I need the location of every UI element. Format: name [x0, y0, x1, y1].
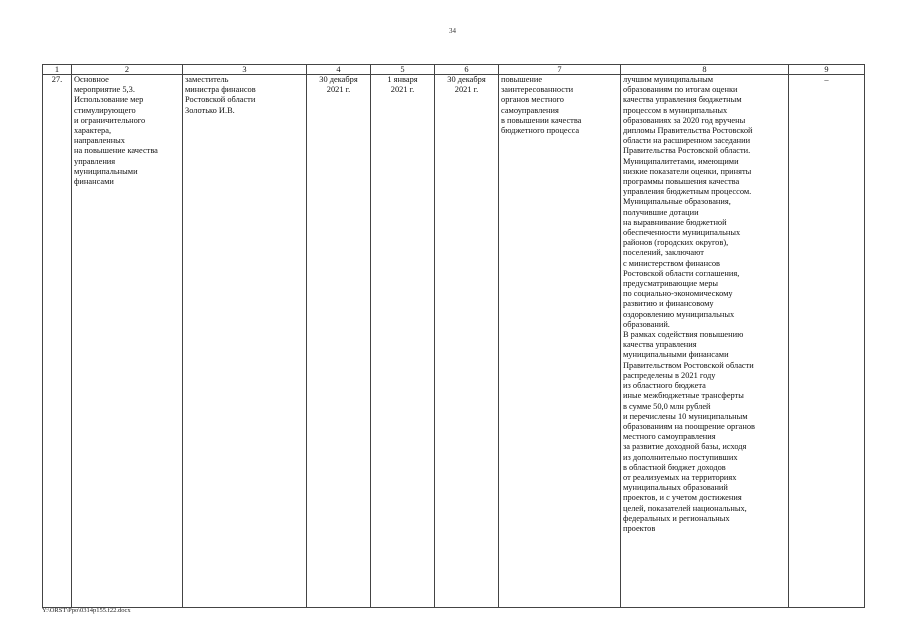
details-line: качества управления бюджетным: [623, 95, 742, 105]
details-line: от реализуемых на территориях: [623, 472, 737, 482]
actual-start-line: 1 января: [387, 75, 418, 84]
details-line: образованиям на поощрение органов: [623, 421, 756, 431]
actual-start-line: 2021 г.: [390, 85, 415, 95]
col-header-9: 9: [789, 65, 865, 75]
details-line: образованиям по итогам оценки: [623, 85, 738, 95]
measure-line: характера,: [74, 126, 112, 136]
result-cell: [499, 75, 621, 608]
details-line: и перечислены 10 муниципальным: [623, 411, 748, 421]
details-line: за развитие доходной базы, исходя: [623, 442, 747, 452]
details-line: дипломы Правительства Ростовской: [623, 126, 753, 136]
measure-line: Использование мер: [74, 95, 144, 105]
measure-cell: [72, 75, 183, 608]
measure-line: направленных: [74, 136, 125, 146]
header-row: [43, 65, 865, 75]
details-line: управления бюджетным процессом.: [623, 187, 752, 197]
plan-end-line: 2021 г.: [454, 85, 479, 95]
report-table: [42, 64, 865, 608]
col-header-5: 5: [371, 65, 435, 75]
result-line: органов местного: [501, 95, 564, 105]
details-line: в сумме 50,0 млн рублей: [623, 401, 711, 411]
measure-line: управления: [74, 156, 116, 166]
actual-start-cell: [371, 75, 435, 608]
details-line: муниципальных образований: [623, 483, 728, 493]
details-line: образований.: [623, 319, 670, 329]
details-line: предусматривающие меры: [623, 279, 719, 289]
page-number: 34: [449, 27, 456, 35]
plan-end-line: 30 декабря: [447, 75, 486, 84]
measure-line: финансами: [74, 177, 114, 187]
col-header-6: 6: [435, 65, 499, 75]
details-line: качества управления: [623, 340, 697, 350]
result-line: самоуправления: [501, 105, 559, 115]
details-line: Правительством Ростовской области: [623, 360, 754, 370]
col-header-7: 7: [499, 65, 621, 75]
details-line: проектов: [623, 523, 656, 533]
note-cell: –: [789, 75, 865, 608]
executor-line: заместитель: [185, 75, 229, 84]
details-line: лучшим муниципальным: [623, 75, 713, 84]
executor-line: министра финансов: [185, 85, 256, 95]
details-cell: [621, 75, 789, 608]
details-line: из дополнительно поступивших: [623, 452, 738, 462]
result-line: бюджетного процесса: [501, 126, 580, 136]
details-line: Муниципалитетами, имеющими: [623, 156, 739, 166]
col-header-3: 3: [183, 65, 307, 75]
details-line: в областной бюджет доходов: [623, 462, 726, 472]
details-line: поселений, заключают: [623, 248, 704, 258]
executor-line: Ростовской области: [185, 95, 256, 105]
details-line: развитию и финансовому: [623, 299, 714, 309]
row-number-cell: 27.: [43, 75, 72, 608]
details-line: федеральных и региональных: [623, 513, 730, 523]
details-line: обеспеченности муниципальных: [623, 228, 741, 238]
details-line: на выравнивание бюджетной: [623, 217, 727, 227]
measure-line: муниципальными: [74, 166, 138, 176]
details-line: с министерством финансов: [623, 258, 720, 268]
details-line: процессом в муниципальных: [623, 105, 728, 115]
details-line: районов (городских округов),: [623, 238, 729, 248]
plan-start-line: 30 декабря: [319, 75, 358, 84]
measure-line: Основное: [74, 75, 109, 84]
executor-cell: [183, 75, 307, 608]
file-path-footer: Y:\ORST\Ppo\0314p155.f22.docx: [42, 607, 131, 614]
details-line: целей, показателей национальных,: [623, 503, 747, 513]
details-line: области на расширенном заседании: [623, 136, 751, 146]
details-line: муниципальными финансами: [623, 350, 729, 360]
result-line: повышение: [501, 75, 543, 84]
details-line: низкие показатели оценки, приняты: [623, 166, 752, 176]
details-line: программы повышения качества: [623, 177, 740, 187]
executor-line: Золотько И.В.: [185, 105, 235, 115]
details-line: местного самоуправления: [623, 432, 716, 442]
col-header-2: 2: [72, 65, 183, 75]
details-line: оздоровлению муниципальных: [623, 309, 735, 319]
col-header-1: 1: [43, 65, 72, 75]
col-header-4: 4: [307, 65, 371, 75]
measure-line: стимулирующего: [74, 105, 136, 115]
details-line: В рамках содействия повышению: [623, 330, 744, 340]
col-header-8: 8: [621, 65, 789, 75]
details-line: образованиях за 2020 год вручены: [623, 115, 746, 125]
measure-line: мероприятие 5,3.: [74, 85, 135, 95]
details-line: Муниципальные образования,: [623, 197, 731, 207]
details-line: проектов, и с учетом достижения: [623, 493, 742, 503]
measure-line: и ограничительного: [74, 115, 146, 125]
plan-start-line: 2021 г.: [326, 85, 351, 95]
details-line: Правительства Ростовской области.: [623, 146, 751, 156]
plan-end-cell: [435, 75, 499, 608]
details-line: распределены в 2021 году: [623, 370, 716, 380]
measure-line: на повышение качества: [74, 146, 158, 156]
details-line: по социально-экономическому: [623, 289, 733, 299]
plan-start-cell: [307, 75, 371, 608]
result-line: в повышении качества: [501, 115, 582, 125]
details-line: Ростовской области соглашения,: [623, 268, 740, 278]
result-line: заинтересованности: [501, 85, 574, 95]
details-line: иные межбюджетные трансферты: [623, 391, 744, 401]
table-row: [43, 75, 865, 608]
details-line: получившие дотации: [623, 207, 699, 217]
details-line: из областного бюджета: [623, 381, 706, 391]
